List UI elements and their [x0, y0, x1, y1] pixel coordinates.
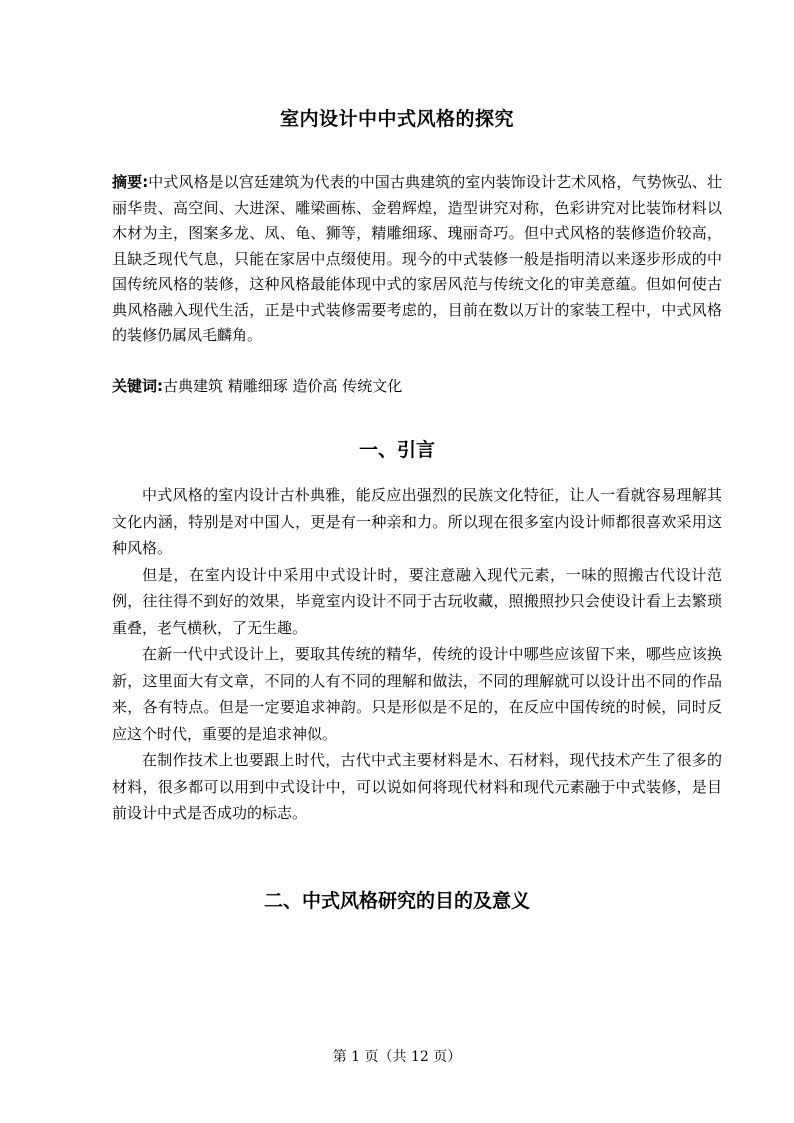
section-body-introduction: [112, 482, 722, 827]
document-title: 室内设计中中式风格的探究: [279, 108, 514, 130]
paragraph: 但是，在室内设计中采用中式设计时，要注意融入现代元素，一味的照搬古代设计范例，往往得不到好的效果，毕竟室内设计不同于古玩收藏，照搬照抄只会使设计看上去繁琐重叠，老气横秋，了无生趣。: [112, 565, 722, 637]
keywords: [112, 374, 722, 399]
abstract: [112, 170, 722, 349]
abstract-text: 中式风格是以宫廷建筑为代表的中国古典建筑的室内装饰设计艺术风格，气势恢弘、壮丽华贵、高空间、大进深、雕梁画栋、金碧辉煌，造型讲究对称，色彩讲究对比装饰材料以木材为主，图案多龙、凤、龟、狮等，精雕细琢、瑰丽奇巧。但中式风格的装修造价较高，且缺乏现代气息，只能在家居中点缀使用。现今的中式装修一般是指明清以来逐步形成的中国传统风格的装修，这种风格最能体现中式的家居风范与传统文化的审美意蕴。但如何使古典风格融入现代生活，正是中式装修需要考虑的，目前在数以万计的家装工程中，中式风格的装修仍属凤毛麟角。: [112, 173, 722, 344]
keywords-label: 关键词:: [112, 377, 163, 395]
section-heading-introduction: 一、引言: [358, 439, 435, 461]
page-footer: 第 1 页（共 12 页）: [332, 1049, 462, 1065]
keywords-text: 古典建筑 精雕细琢 造价高 传统文化: [163, 377, 403, 395]
paragraph: 在制作技术上也要跟上时代，古代中式主要材料是木、石材料，现代技术产生了很多的材料，很多都可以用到中式设计中，可以说如何将现代材料和现代元素融于中式装修，是目前设计中式是否成功的标志。: [112, 751, 722, 822]
paragraph: 中式风格的室内设计古朴典雅，能反应出强烈的民族文化特征，让人一看就容易理解其文化内涵，特别是对中国人，更是有一种亲和力。所以现在很多室内设计师都很喜欢采用这种风格。: [112, 486, 722, 557]
paragraph: 在新一代中式设计上，要取其传统的精华，传统的设计中哪些应该留下来，哪些应该换新，这里面大有文章，不同的人有不同的理解和做法，不同的理解就可以设计出不同的作品来，各有特点。但是一定要追求神韵。只是形似是不足的，在反应中国传统的时候，同时反应这个时代，重要的是追求神似。: [112, 645, 722, 743]
section-heading-purpose: 二、中式风格研究的目的及意义: [263, 890, 530, 912]
abstract-label: 摘要:: [112, 173, 149, 191]
